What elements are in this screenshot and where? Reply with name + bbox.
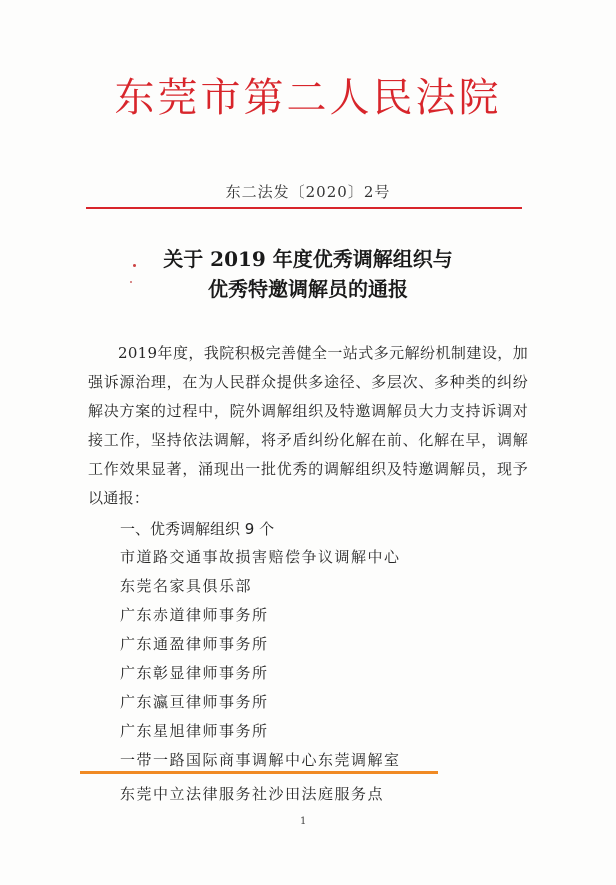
title-line-1: 关于 2019 年度优秀调解组织与 — [163, 247, 453, 271]
list-item: 一带一路国际商事调解中心东莞调解室 — [120, 751, 401, 769]
page-number: 1 — [300, 816, 307, 827]
highlight-underline — [80, 771, 438, 774]
organization-list — [120, 543, 401, 775]
body-paragraph: 2019年度，我院积极完善健全一站式多元解纷机制建设，加强诉源治理，在为人民群众提供多途径、多层次、多种类的纠纷解决方案的过程中，院外调解组织及特邀调解员大力支持诉调对接工作，坚持依法调解，将矛盾纠纷化解在前、化解在早，调解工作效果显著，涌现出一批优秀的调解组织及特邀调解员，现予以通报： — [88, 344, 528, 507]
list-item: 广东瀛亘律师事务所 — [120, 693, 269, 711]
list-item: 广东彰显律师事务所 — [120, 664, 269, 682]
list-item: 东莞中立法律服务社沙田法庭服务点 — [120, 785, 385, 803]
red-divider-line — [86, 207, 522, 209]
title-line-2: 优秀特邀调解员的通报 — [208, 277, 408, 301]
list-item: 市道路交通事故损害赔偿争议调解中心 — [120, 548, 401, 566]
list-item: 东莞名家具俱乐部 — [120, 577, 253, 595]
list-item: 广东星旭律师事务所 — [120, 722, 269, 740]
document-title — [0, 244, 616, 304]
document-number: 东二法发〔2020〕2号 — [225, 183, 391, 201]
court-name-header: 东莞市第二人民法院 — [114, 75, 502, 121]
list-item: 广东通盈律师事务所 — [120, 635, 269, 653]
list-item: 广东赤道律师事务所 — [120, 606, 269, 624]
section-heading: 一、优秀调解组织 9 个 — [120, 520, 275, 538]
